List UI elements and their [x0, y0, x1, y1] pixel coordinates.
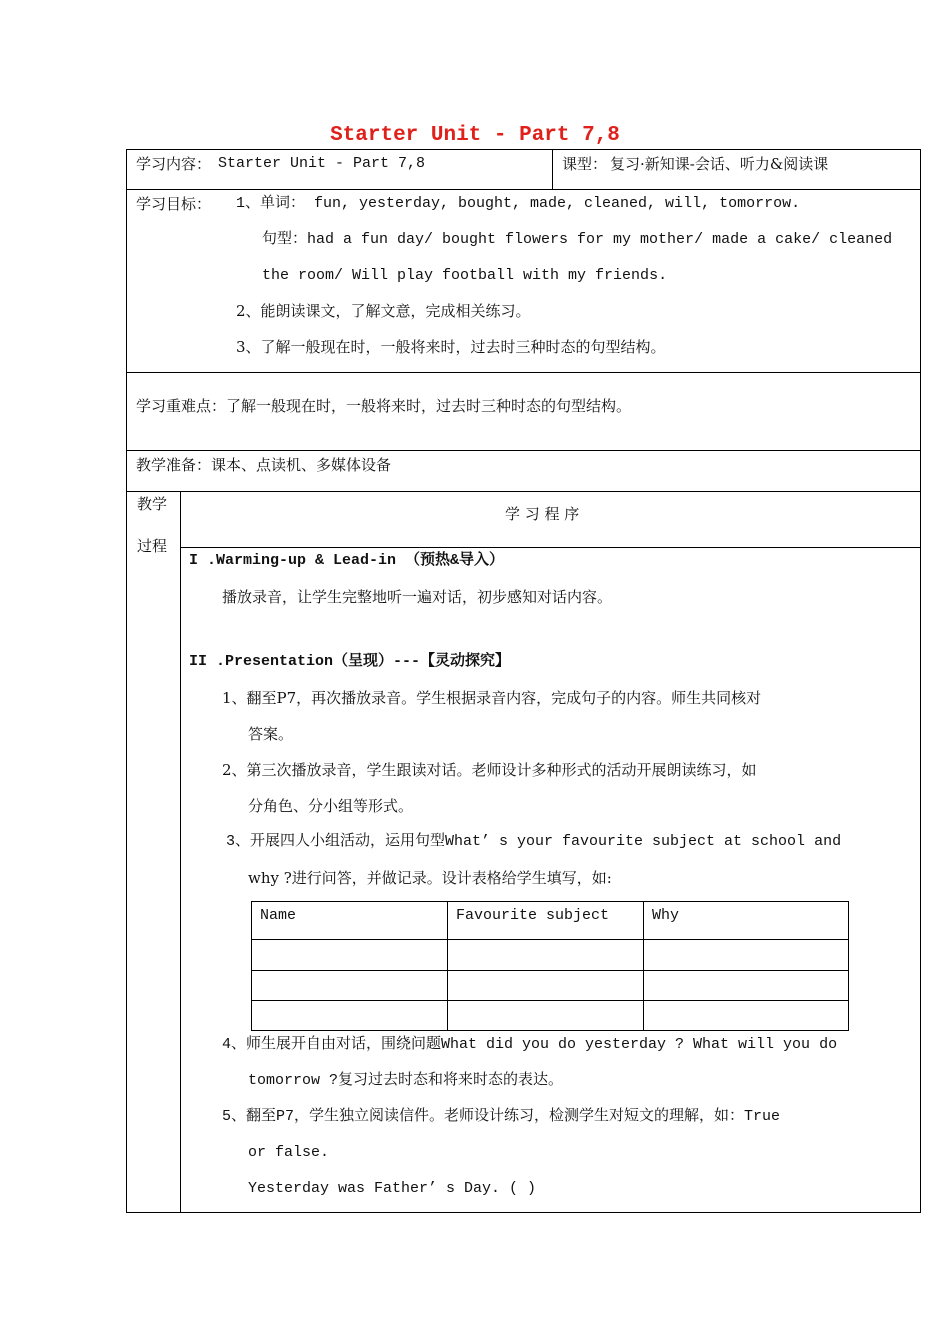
preparation: 教学准备：课本、点读机、多媒体设备 [136, 456, 392, 474]
step1-line-b: 答案。 [248, 725, 294, 743]
objectives-label: 学习目标： [136, 195, 212, 213]
inner-table-col-2 [643, 901, 644, 1031]
section1-title: I .Warming-up & Lead-in （预热&导入） [189, 552, 505, 569]
header-divider [552, 149, 553, 189]
step1-line-a: 1、翻至P7，再次播放录音。学生根据录音内容，完成句子的内容。师生共同核对 [222, 689, 762, 707]
inner-table-bottom [251, 1030, 849, 1031]
document-title: Starter Unit - Part 7,8 [330, 124, 620, 147]
objectives-line-1: 1、单词： fun, yesterday, bought, made, cleaned, will, tomorrow. [236, 195, 801, 212]
type-value: 复习·新知课-会话、听力&阅读课 [610, 155, 829, 173]
process-side-label-1: 教学 [137, 495, 168, 513]
section1-text: 播放录音，让学生完整地听一遍对话，初步感知对话内容。 [222, 588, 613, 606]
process-side-divider [180, 491, 181, 1213]
table-header-favourite: Favourite subject [456, 907, 610, 924]
row-divider-3 [126, 450, 921, 451]
step2-line-b: 分角色、分小组等形式。 [248, 797, 414, 815]
row-divider-1 [126, 189, 921, 190]
table-border-top [126, 149, 921, 150]
table-header-name: Name [260, 907, 297, 924]
objectives-line-2: 句型：had a fun day/ bought flowers for my mother/ made a cake/ cleaned [262, 231, 893, 248]
row-divider-2 [126, 372, 921, 373]
process-side-label-2: 过程 [137, 537, 168, 555]
section2-title: II .Presentation（呈现）---【灵动探究】 [189, 653, 511, 670]
inner-table-right [848, 901, 849, 1031]
step4-line-a: 4、师生展开自由对话，围绕问题What did you do yesterday ? What will you do [222, 1036, 838, 1053]
process-header: 学 习 程 序 [505, 505, 580, 523]
content-value: Starter Unit - Part 7,8 [218, 155, 426, 172]
process-header-divider [180, 547, 921, 548]
inner-table-left [251, 901, 252, 1031]
key-points: 学习重难点：了解一般现在时，一般将来时，过去时三种时态的句型结构。 [136, 397, 632, 415]
objectives-line-4: 2、能朗读课文，了解文意，完成相关练习。 [236, 302, 531, 320]
table-header-why: Why [652, 907, 680, 924]
step3-line-a: 3、开展四人小组活动，运用句型What’ s your favourite subject at school and [226, 833, 842, 850]
step3-line-b: why ?进行问答，并做记录。设计表格给学生填写，如: [248, 869, 612, 887]
inner-table-row-1 [251, 939, 849, 940]
objectives-line-5: 3、了解一般现在时，一般将来时，过去时三种时态的句型结构。 [236, 338, 666, 356]
inner-table-top [251, 901, 849, 902]
content-label: 学习内容： [136, 155, 212, 173]
inner-table-col-1 [447, 901, 448, 1031]
step2-line-a: 2、第三次播放录音，学生跟读对话。老师设计多种形式的活动开展朗读练习，如 [222, 761, 757, 779]
objectives-line-3: the room/ Will play football with my friends. [262, 267, 668, 284]
step5-line-c: Yesterday was Father’ s Day. ( ) [248, 1180, 537, 1197]
table-border-bottom [126, 1212, 921, 1213]
table-border-right [920, 149, 921, 1213]
type-label: 课型： [562, 155, 608, 173]
inner-table-row-2 [251, 970, 849, 971]
row-divider-4 [126, 491, 921, 492]
step4-line-b: tomorrow ?复习过去时态和将来时态的表达。 [248, 1072, 564, 1089]
inner-table-row-3 [251, 1000, 849, 1001]
step5-line-a: 5、翻至P7，学生独立阅读信件。老师设计练习，检测学生对短文的理解，如：True [222, 1108, 781, 1125]
table-border-left [126, 149, 127, 1213]
step5-line-b: or false. [248, 1144, 330, 1161]
